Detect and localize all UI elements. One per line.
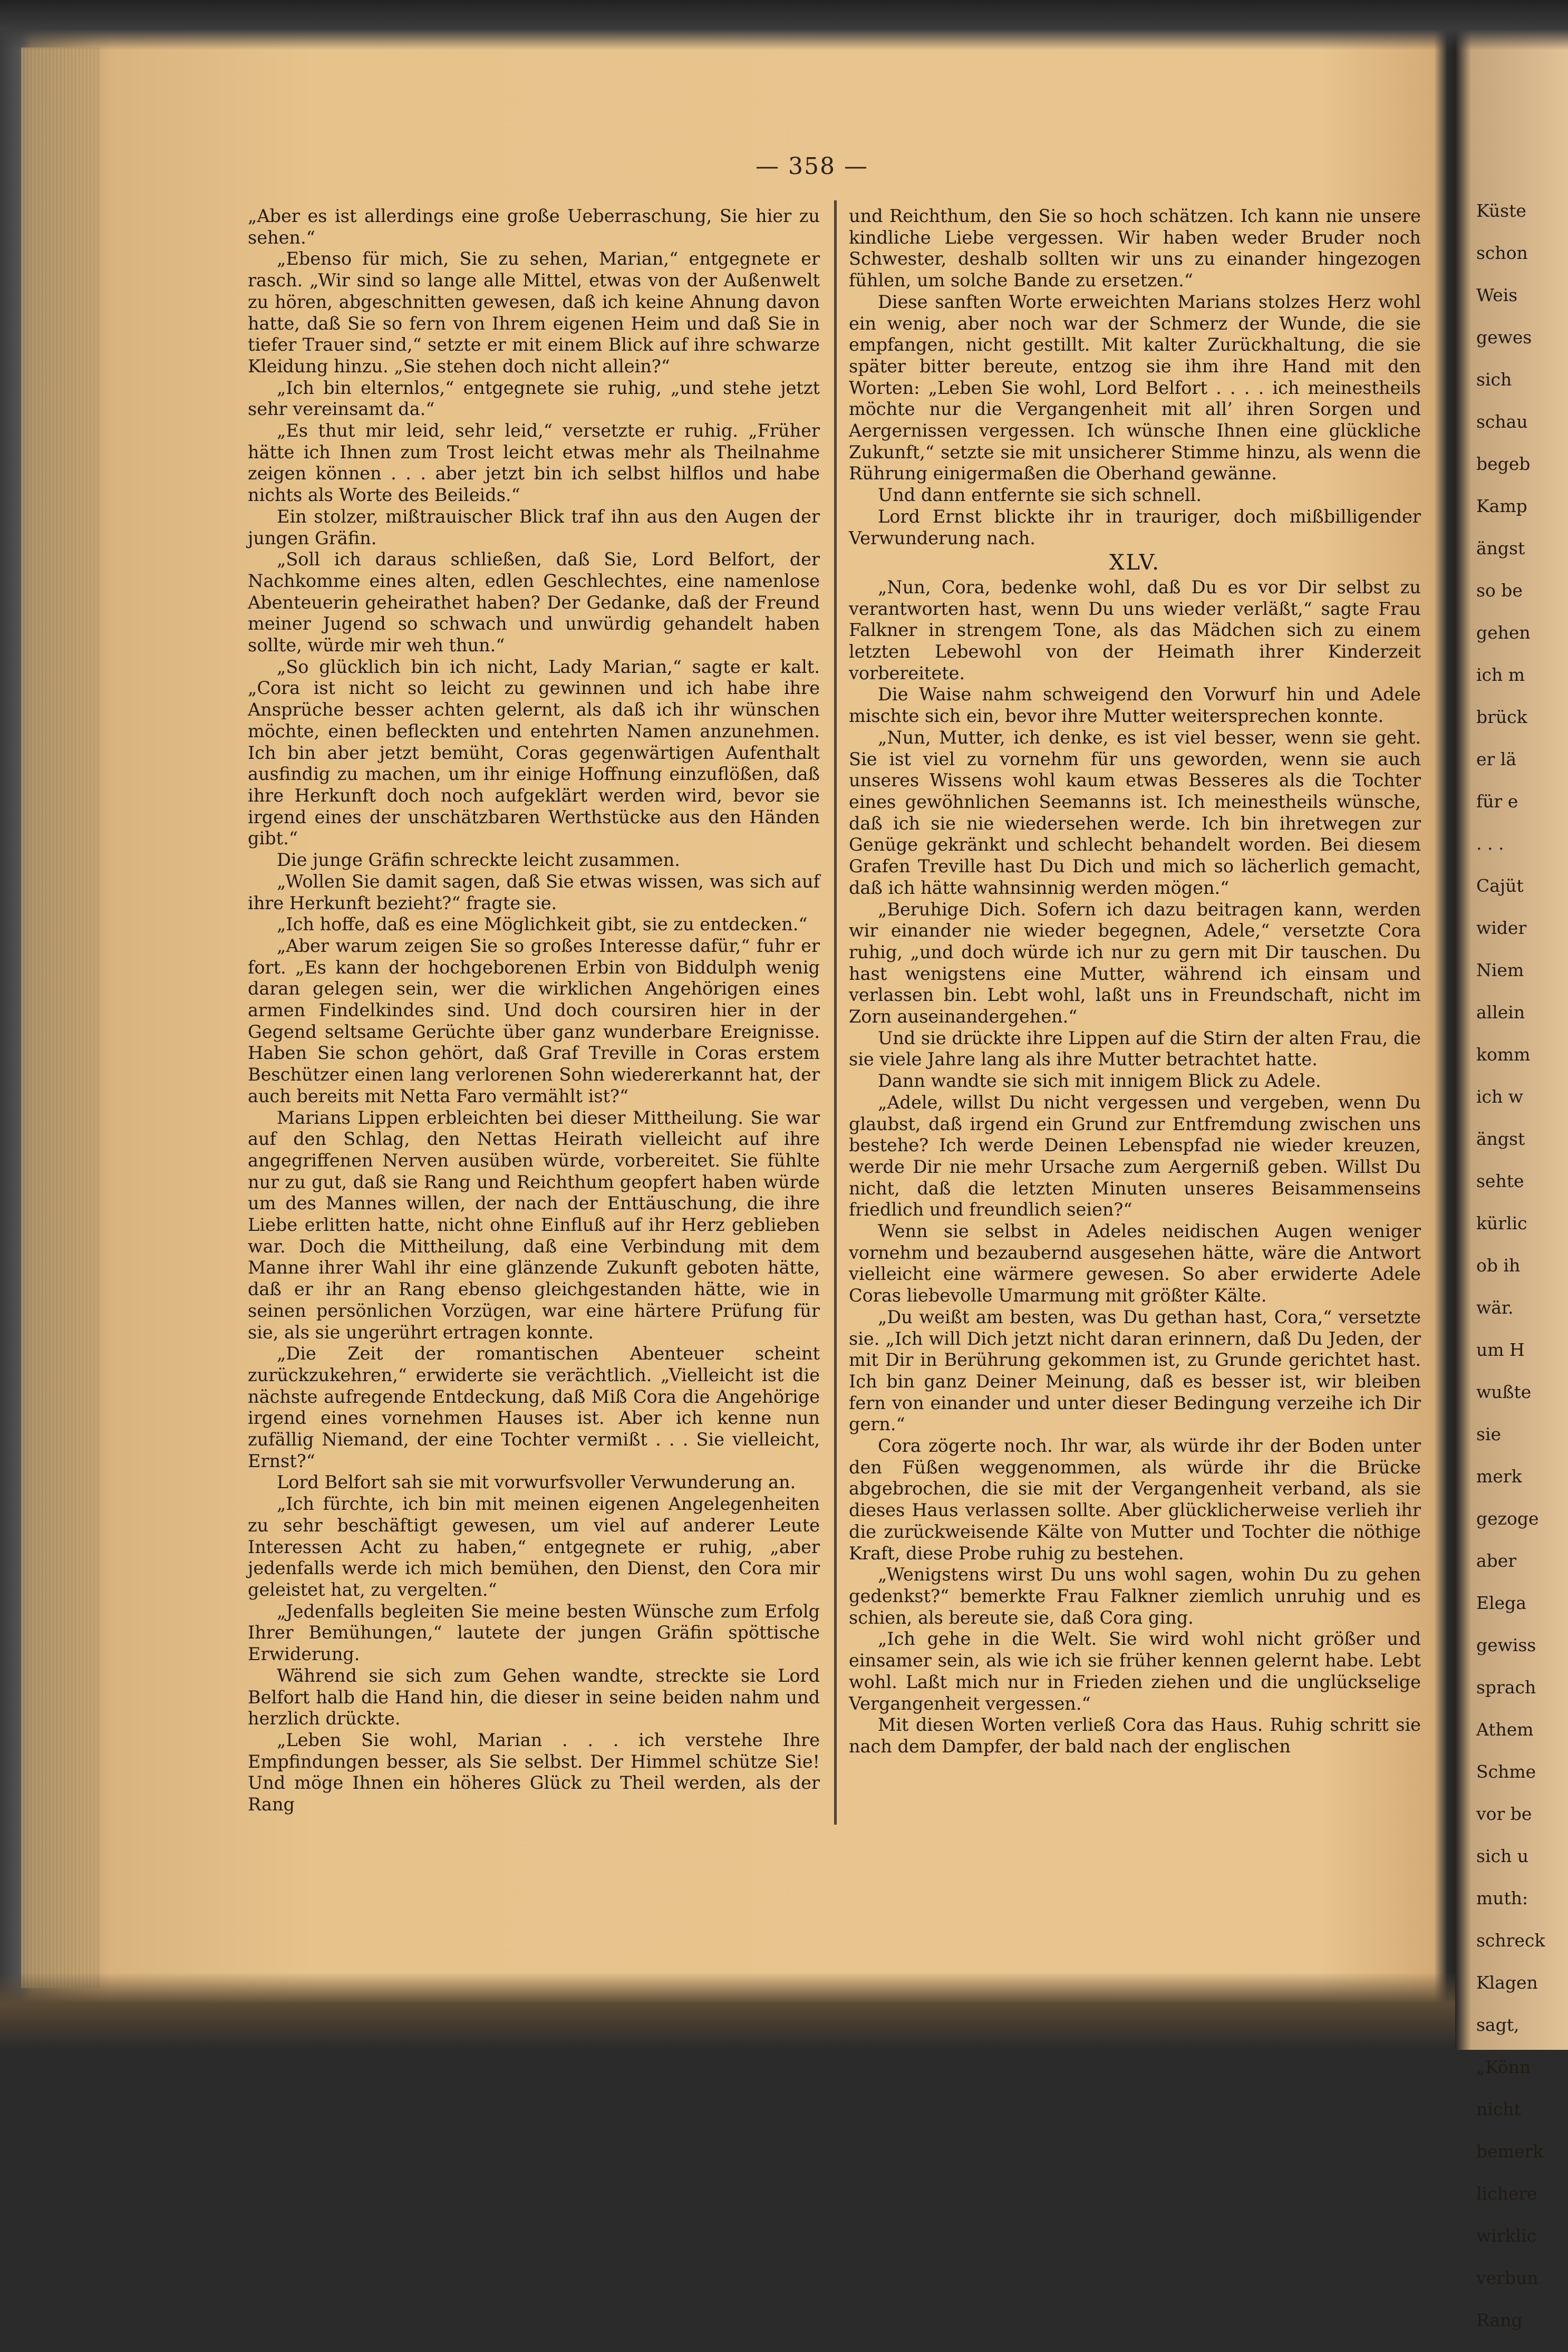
page-number: — 358 — [756, 153, 868, 180]
paragraph: „Ich hoffe, daß es eine Möglichkeit gibt, sie zu entdecken.“ [277, 914, 808, 935]
facing-page-fragment: lichere [1476, 2183, 1537, 2204]
facing-page-fragment: sich u [1476, 1846, 1528, 1866]
facing-page-fragment: gewes [1476, 327, 1532, 348]
facing-page-fragment: Athem [1476, 1719, 1534, 1740]
paragraph: Und dann entfernte sie sich schnell. [878, 485, 1202, 506]
facing-page-fragment: „Könn [1476, 2057, 1531, 2077]
facing-page-fragment: allein [1476, 1002, 1525, 1023]
facing-page-fragment: gezoge [1476, 1508, 1539, 1529]
paragraph: „Jedenfalls begleiten Sie meine besten Wünsche zum Erfolg Ihrer Bemühungen,“ lautete der jungen Gräfin spöttische Erwiderung. [248, 1601, 820, 1665]
paragraph: Die junge Gräfin schreckte leicht zusammen. [277, 850, 680, 871]
facing-page-fragment: wär. [1476, 1297, 1514, 1318]
paragraph: „Wenigstens wirst Du uns wohl sagen, wohin Du zu gehen gedenkst?“ bemerkte Frau Falkner ziemlich unruhig und es schien, als bereute sie, daß Cora ging. [849, 1564, 1421, 1628]
paragraph: „Adele, willst Du nicht vergessen und vergeben, wenn Du glaubst, daß irgend ein Grund zur Entfremdung zwischen uns bestehe? Ich werde Deinen Lebenspfad nie wieder kreuzen, werde Dir nie mehr Ursache zum Aergerniß geben. Willst Du nicht, daß die letzten Minuten unseres Beisammenseins friedlich und freundlich seien?“ [849, 1092, 1421, 1220]
facing-page-fragment: aber [1476, 1550, 1517, 1571]
paragraph: Ein stolzer, mißtrauischer Blick traf ihn aus den Augen der jungen Gräfin. [248, 506, 820, 548]
paragraph: „Es thut mir leid, sehr leid,“ versetzte er ruhig. „Früher hätte ich Ihnen zum Trost leicht etwas mehr als Theilnahme zeigen können . . . aber jetzt bin ich selbst hilflos und habe nichts als Worte des Beileids.“ [248, 420, 820, 506]
facing-page-fragment: so be [1476, 580, 1523, 601]
facing-page-fragment: er lä [1476, 749, 1517, 769]
facing-page-fragment: Klagen [1476, 1972, 1538, 1993]
facing-page-fragment: sich [1476, 369, 1512, 390]
paragraph: „Aber es ist allerdings eine große Ueberraschung, Sie hier zu sehen.“ [248, 206, 820, 248]
facing-page-fragment: kürlic [1476, 1213, 1527, 1233]
facing-page-fragment: Niem [1476, 960, 1524, 980]
paragraph: „Aber warum zeigen Sie so großes Interesse dafür,“ fuhr er fort. „Es kann der hochgeborenen Erbin von Biddulph wenig daran gelegen sein, wer die wirklichen Angehörigen eines armen Findelkindes sind. Und doch coursiren hier in der Gegend seltsame Gerüchte über ganz wunderbare Ereignisse. Haben Sie schon gehört, daß Graf Treville in Coras erstem Beschützer einen lang verlorenen Sohn wiedererkannt hat, der auch bereits mit Netta Faro vermählt ist?“ [248, 935, 820, 1106]
book-top-shadow [0, 0, 1568, 50]
facing-page-fragment: wußte [1476, 1382, 1532, 1402]
facing-page-fragment: Weis [1476, 285, 1518, 305]
right-text-column [849, 206, 1421, 1758]
facing-page-fragment: ängst [1476, 1129, 1525, 1149]
facing-page-fragment: bemerk [1476, 2141, 1544, 2162]
left-text-column [248, 206, 820, 1816]
paragraph: „Ich fürchte, ich bin mit meinen eigenen Angelegenheiten zu sehr beschäftigt gewesen, um viel auf anderer Leute Interessen Acht zu haben,“ entgegnete er ruhig, „aber jedenfalls werde ich mich bemühen, den Dienst, den Cora mir geleistet hat, zu vergelten.“ [248, 1493, 820, 1600]
facing-page-fragment: sprach [1476, 1677, 1536, 1698]
paragraph: Mit diesen Worten verließ Cora das Haus. Ruhig schritt sie nach dem Dampfer, der bald nach der englischen [849, 1714, 1421, 1757]
paragraph: Marians Lippen erbleichten bei dieser Mittheilung. Sie war auf den Schlag, den Nettas Heirath vielleicht auf ihre angegriffenen Nerven ausüben würde, vorbereitet. Sie fühlte nur zu gut, daß sie Rang und Reichthum geopfert haben würde um des Mannes willen, der nach der Enttäuschung, die ihre Liebe erlitten hatte, nicht ohne Einfluß auf ihr Herz geblieben war. Doch die Mittheilung, daß eine Verbindung mit dem Manne ihrer Wahl ihr eine glänzende Zukunft geboten hätte, daß er ihr an Rang ebenso gleichgestanden hätte, wie in seinen persönlichen Vorzügen, war eine härtere Prüfung für sie, als sie ungerührt ertragen konnte. [248, 1107, 820, 1343]
paragraph: Diese sanften Worte erweichten Marians stolzes Herz wohl ein wenig, aber noch war der Schmerz der Wunde, die sie empfangen, nicht gestillt. Mit kalter Zurückhaltung, die sie später bitter bereute, entzog sie ihm ihre Hand mit den Worten: „Leben Sie wohl, Lord Belfort . . . . ich meinestheils möchte nur die Vergangenheit mit all’ ihren Sorgen und Aergernissen vergessen. Ich wünsche Ihnen eine glückliche Zukunft,“ setzte sie mit unsicherer Stimme hinzu, als wenn die Rührung einigermaßen die Oberhand gewänne. [849, 291, 1421, 484]
facing-page-fragment: schau [1476, 411, 1528, 432]
facing-page-fragment: ich m [1476, 664, 1525, 685]
facing-page-fragment: wider [1476, 918, 1527, 938]
paragraph: Und sie drückte ihre Lippen auf die Stirn der alten Frau, die sie viele Jahre lang als ihre Mutter betrachtet hatte. [849, 1027, 1421, 1070]
facing-page-fragment: sehte [1476, 1171, 1524, 1191]
column-divider [834, 200, 837, 1825]
book-page-edges [21, 47, 100, 1988]
facing-page-fragment: verbun [1476, 2268, 1538, 2288]
facing-page-fragment: Elega [1476, 1593, 1526, 1613]
facing-page-fragment: brück [1476, 707, 1527, 727]
paragraph: und Reichthum, den Sie so hoch schätzen. Ich kann nie unsere kindliche Liebe vergessen. Wir haben weder Bruder noch Schwester, deshalb sollten wir uns zu einander hingezogen fühlen, um solche Bande zu ersetzen.“ [849, 206, 1421, 291]
facing-page-fragment: ob ih [1476, 1255, 1521, 1276]
facing-page-fragment: begeb [1476, 454, 1531, 474]
facing-page-fragment: für e [1476, 791, 1518, 812]
paragraph: „So glücklich bin ich nicht, Lady Marian,“ sagte er kalt. „Cora ist nicht so leicht zu gewinnen und ich habe ihre Ansprüche besser achten gelernt, als daß ich ihr wünschen möchte, einen befleckten und entehrten Namen anzunehmen. Ich bin aber jetzt bemüht, Coras gegenwärtigen Aufenthalt ausfindig zu machen, um ihr einige Hoffnung einzuflößen, daß ihre Herkunft doch noch aufgeklärt werden wird, bevor sie irgend eines der unschätzbaren Werthstücke aus den Händen gibt.“ [248, 656, 820, 849]
facing-page-fragment: muth: [1476, 1888, 1528, 1908]
facing-page-fragment: komm [1476, 1044, 1531, 1065]
facing-page-fragment: wirklic [1476, 2225, 1537, 2246]
facing-page-fragment: gewiss [1476, 1635, 1536, 1655]
paragraph: „Wollen Sie damit sagen, daß Sie etwas wissen, was sich auf ihre Herkunft bezieht?“ fragte sie. [248, 871, 820, 913]
paragraph: „Beruhige Dich. Sofern ich dazu beitragen kann, werden wir einander nie wieder begegnen, Adele,“ versetzte Cora ruhig, „und doch würde ich nur zu gern mit Dir tauschen. Du hast wenigstens eine Mutter, während ich einsam und verlassen bin. Lebt wohl, laßt uns in Freundschaft, nicht im Zorn auseinandergehen.“ [849, 899, 1421, 1027]
facing-page-fragment: Rang [1476, 2310, 1523, 2330]
facing-page-fragment: . . . [1476, 833, 1504, 854]
paragraph: „Die Zeit der romantischen Abenteuer scheint zurückzukehren,“ erwiderte sie verächtlich. „Vielleicht ist die nächste aufregende Entdeckung, daß Miß Cora die Angehörige irgend eines vornehmen Hauses ist. Aber ich kenne nun zufällig Niemand, der eine Tochter vermißt . . . Sie vielleicht, Ernst?“ [248, 1343, 820, 1471]
paragraph: „Ebenso für mich, Sie zu sehen, Marian,“ entgegnete er rasch. „Wir sind so lange alle Mittel, etwas von der Außenwelt zu hören, abgeschnitten gewesen, daß ich keine Ahnung davon hatte, daß Sie so fern von Ihrem eigenen Heim und daß Sie in tiefer Trauer sind,“ setzte er mit einem Blick auf ihre schwarze Kleidung hinzu. „Sie stehen doch nicht allein?“ [248, 248, 820, 377]
facing-page-fragment: gehen [1476, 622, 1531, 643]
paragraph: „Leben Sie wohl, Marian . . . ich verstehe Ihre Empfindungen besser, als Sie selbst. Der Himmel schütze Sie! Und möge Ihnen ein höheres Glück zu Theil werden, als der Rang [248, 1729, 820, 1815]
facing-page-fragment: Cajüt [1476, 875, 1524, 896]
paragraph: Lord Ernst blickte ihr in trauriger, doch mißbilligender Verwunderung nach. [849, 506, 1421, 548]
right-column-text-before-heading [849, 206, 1421, 549]
paragraph: „Du weißt am besten, was Du gethan hast, Cora,“ versetzte sie. „Ich will Dich jetzt nicht daran erinnern, daß Du Jeden, der mit Dir in Berührung gekommen ist, zu Grunde gerichtet hast. Ich bin ganz Deiner Meinung, daß es besser ist, wir bleiben fern von einander und unter dieser Bedingung verzeihe ich Dir gern.“ [849, 1306, 1421, 1435]
paragraph: Dann wandte sie sich mit innigem Blick zu Adele. [878, 1071, 1321, 1092]
paragraph: „Nun, Cora, bedenke wohl, daß Du es vor Dir selbst zu verantworten hast, wenn Du uns wieder verläßt,“ sagte Frau Falkner in strengem Tone, als das Mädchen sich zu einem letzten Lebewohl von der Heimath ihrer Kinderzeit vorbereitete. [849, 576, 1421, 683]
chapter-heading: XLV. [1109, 551, 1160, 575]
paragraph: Während sie sich zum Gehen wandte, streckte sie Lord Belfort halb die Hand hin, die dieser in seine beiden nahm und herzlich drückte. [248, 1665, 820, 1729]
paragraph: Cora zögerte noch. Ihr war, als würde ihr der Boden unter den Füßen weggenommen, als würde ihr die Brücke abgebrochen, die sie mit der Vergangenheit verband, als sie dieses Haus verlassen sollte. Aber glücklicherweise verlieh ihr die zurückweisende Kälte von Mutter und Tochter die nöthige Kraft, diese Probe ruhig zu bestehen. [849, 1435, 1421, 1564]
facing-page-fragments [1476, 200, 1568, 2330]
facing-page-fragment: schon [1476, 243, 1528, 263]
facing-page-fragment: sagt, [1476, 2014, 1519, 2035]
facing-page-fragment: sie [1476, 1424, 1502, 1444]
paragraph: Lord Belfort sah sie mit vorwurfsvoller Verwunderung an. [277, 1472, 796, 1493]
paragraph: „Nun, Mutter, ich denke, es ist viel besser, wenn sie geht. Sie ist viel zu vornehm für uns geworden, wenn sie auch unseres Wissens wohl kaum etwas Besseres als die Tochter eines gewöhnlichen Seemanns ist. Ich meinestheils wünsche, daß ich sie nie wiedersehen werde. Ich bin ihretwegen zur Genüge gekränkt und schlecht behandelt worden. Bei diesem Grafen Treville hast Du Dich und mich so lächerlich gemacht, daß ich hätte wahnsinnig werden mögen.“ [849, 727, 1421, 898]
facing-page-fragment: schreck [1476, 1930, 1545, 1951]
paragraph: Die Waise nahm schweigend den Vorwurf hin und Adele mischte sich ein, bevor ihre Mutter weitersprechen konnte. [849, 684, 1421, 727]
paragraph: „Ich gehe in die Welt. Sie wird wohl nicht größer und einsamer sein, als wie ich sie früher kennen gelernt habe. Lebt wohl. Laßt mich nur in Frieden ziehen und die unglückselige Vergangenheit vergessen.“ [849, 1628, 1421, 1714]
facing-page-fragment: ich w [1476, 1086, 1524, 1107]
paragraph: „Soll ich daraus schließen, daß Sie, Lord Belfort, der Nachkomme eines alten, edlen Geschlechtes, eine namenlose Abenteuerin geheirathet haben? Der Gedanke, daß der Freund meiner Jugend so schwach und unwürdig gehandelt haben sollte, würde mir weh thun.“ [248, 549, 820, 656]
facing-page-fragment: ängst [1476, 538, 1525, 558]
facing-page-fragment: vor be [1476, 1804, 1532, 1824]
facing-page-fragment: Schme [1476, 1761, 1536, 1782]
right-column-text-after-heading [849, 577, 1421, 1758]
paragraph: „Ich bin elternlos,“ entgegnete sie ruhig, „und stehe jetzt sehr vereinsamt da.“ [248, 377, 820, 420]
facing-page-fragment: um H [1476, 1339, 1525, 1360]
facing-page-fragment: nicht [1476, 2099, 1521, 2119]
book-bottom-edge [0, 1972, 1455, 2050]
facing-page-fragment: Küste [1476, 200, 1526, 221]
paragraph: Wenn sie selbst in Adeles neidischen Augen weniger vornehm und bezaubernd ausgesehen hätte, wäre die Antwort vielleicht eine wärmere gewesen. So aber erwiderte Adele Coras liebevolle Umarmung mit größter Kälte. [849, 1221, 1421, 1306]
facing-page-fragment: Kamp [1476, 496, 1527, 516]
facing-page-fragment: merk [1476, 1466, 1522, 1487]
